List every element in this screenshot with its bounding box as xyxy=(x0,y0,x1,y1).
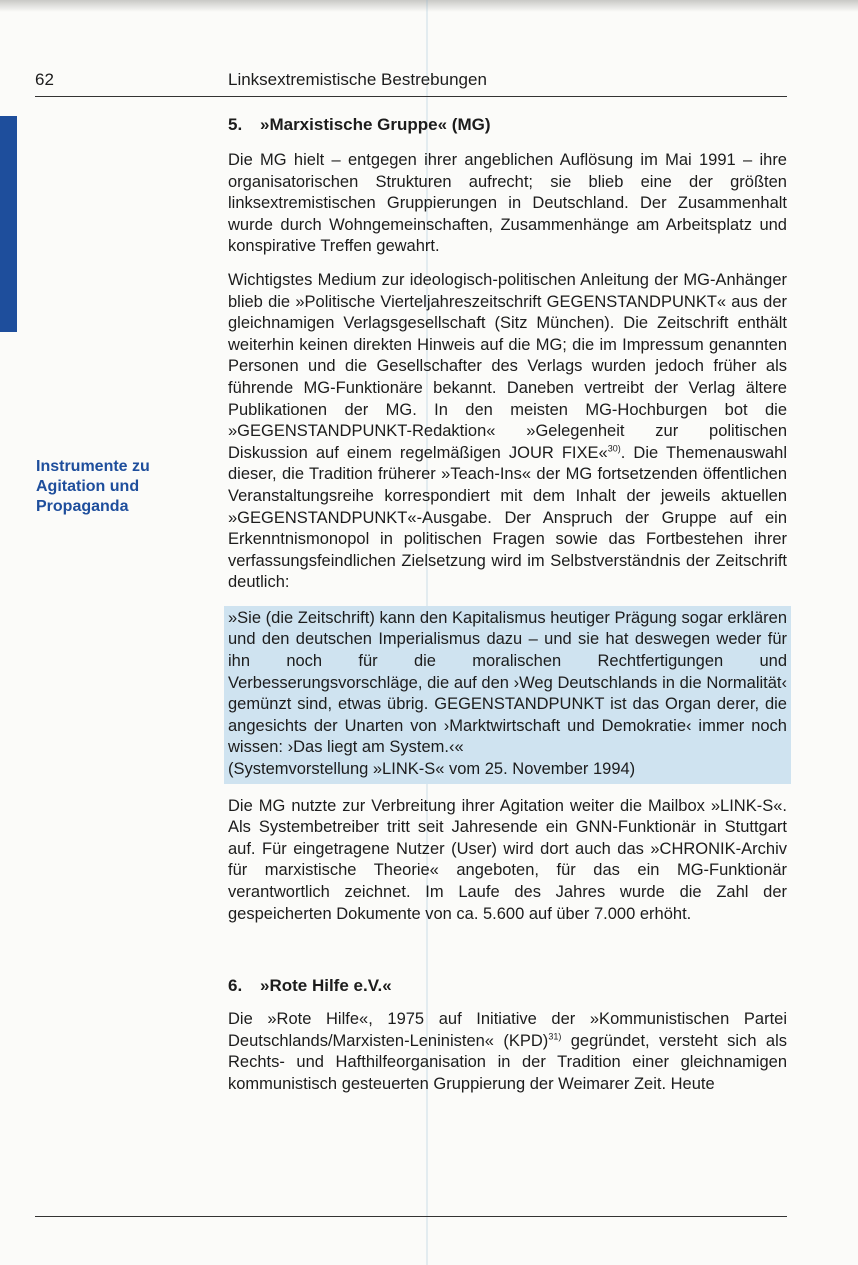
chapter-tab xyxy=(0,116,17,332)
section-6-text-a: Die »Rote Hilfe«, 1975 auf Initiative der »Kommunistischen Partei Deutschlands/Marxisten-Leninisten« (KPD) xyxy=(228,1010,787,1050)
section-5-paragraph-1: Die MG hielt – entgegen ihrer angeblichen Auflösung im Mai 1991 – ihre organisatorischen Strukturen aufrecht; sie blieb eine der größten linksextremistischen Gruppierungen in Deutschland. Der Zusammenhalt wurde durch Wohngemeinschaften, Zusammenhänge am Arbeitsplatz und konspirative Treffen gewahrt. xyxy=(228,151,787,256)
section-6-title: »Rote Hilfe e.V.« xyxy=(260,976,392,996)
section-5-heading xyxy=(228,114,787,136)
section-6-paragraph-1 xyxy=(228,1009,787,1095)
section-6-number: 6. xyxy=(228,976,243,996)
section-5-paragraph-3: Die MG nutzte zur Verbreitung ihrer Agitation weiter die Mailbox »LINK-S«. Als Systembetreiber tritt seit Jahresende ein GNN-Funktionär in Stuttgart auf. Für eingetragene Nutzer (User) wird dort auch das »CHRONIK-Archiv für marxistische Theorie« angeboten, für das ein MG-Funktionär verantwortlich zeichnet. Im Laufe des Jahres wurde die Zahl der gespeicherten Dokumente von ca. 5.600 auf über 7.000 erhöht. xyxy=(228,796,787,923)
section-6 xyxy=(228,975,787,1095)
margin-note: Instrumente zu Agitation und Propaganda xyxy=(36,458,150,515)
quote-text: »Sie (die Zeitschrift) kann den Kapitalismus heutiger Prägung sogar erklären und den deutschen Imperialismus dazu – und sie hat deswegen weder für ihn noch für die moralischen Rechtfertigungen und Verbesserungsvorschläge, die auf den ›Weg Deutschlands in die Normalität‹ gemünzt sind, etwas übrig. GEGENSTANDPUNKT ist das Organ derer, die angesichts der Unarten von ›Marktwirtschaft und Demokratie‹ immer noch wissen: ›Das liegt am System.‹« xyxy=(228,608,787,757)
section-5-paragraph-2 xyxy=(228,270,787,594)
header-rule xyxy=(35,96,787,97)
main-content xyxy=(228,114,787,1108)
page-top-edge xyxy=(0,0,858,12)
section-5-title: »Marxistische Gruppe« (MG) xyxy=(260,115,491,134)
page-number: 62 xyxy=(35,70,54,89)
footer-rule xyxy=(35,1216,787,1217)
highlighted-quote xyxy=(224,606,791,784)
footnote-ref-31: 31) xyxy=(548,1031,562,1042)
quote-source: (Systemvorstellung »LINK-S« vom 25. November 1994) xyxy=(228,760,636,779)
footnote-ref-30: 30) xyxy=(607,443,621,454)
section-6-text-b: gegründet, versteht sich als Rechts- und Hafthilfeorganisation in der Tradition einer gleichnamigen kommunistisch gesteuerten Gruppierung der Weimarer Zeit. Heute xyxy=(228,1031,787,1093)
paragraph-2-text-a: Wichtigstes Medium zur ideologisch-politischen Anleitung der MG-Anhänger blieb die »Politische Vierteljahreszeitschrift GEGENSTANDPUNKT« aus der gleichnamigen Verlagsgesellschaft (Sitz München). Die Zeitschrift enthält weiterhin keinen direkten Hinweis auf die MG; die im Impressum genannten Personen und die Gesellschafter des Verlags wurden jedoch früher als führende MG-Funktionäre bekannt. Daneben vertreibt der Verlag ältere Publikationen der MG. In den meisten MG-Hochburgen bot die »GEGENSTANDPUNKT-Redaktion« »Gelegenheit zur politischen Diskussion auf einem regelmäßigen JOUR FIXE« xyxy=(228,270,787,462)
running-head: Linksextremistische Bestrebungen xyxy=(228,70,487,89)
section-5-number: 5. xyxy=(228,115,243,134)
section-6-heading xyxy=(228,975,787,997)
paragraph-2-text-b: . Die Themenauswahl dieser, die Tradition früherer »Teach-Ins« der MG fortsetzenden öffentlichen Veranstaltungsreihe korrespondiert mit dem Inhalt der jeweils aktuellen »GEGENSTANDPUNKT«-Ausgabe. Der Anspruch der Gruppe auf ein Erkenntnismonopol in politischen Fragen sowie das Fortbestehen ihrer verfassungsfeindlichen Zielsetzung wird im Selbstverständnis der Zeitschrift deutlich: xyxy=(228,443,788,592)
